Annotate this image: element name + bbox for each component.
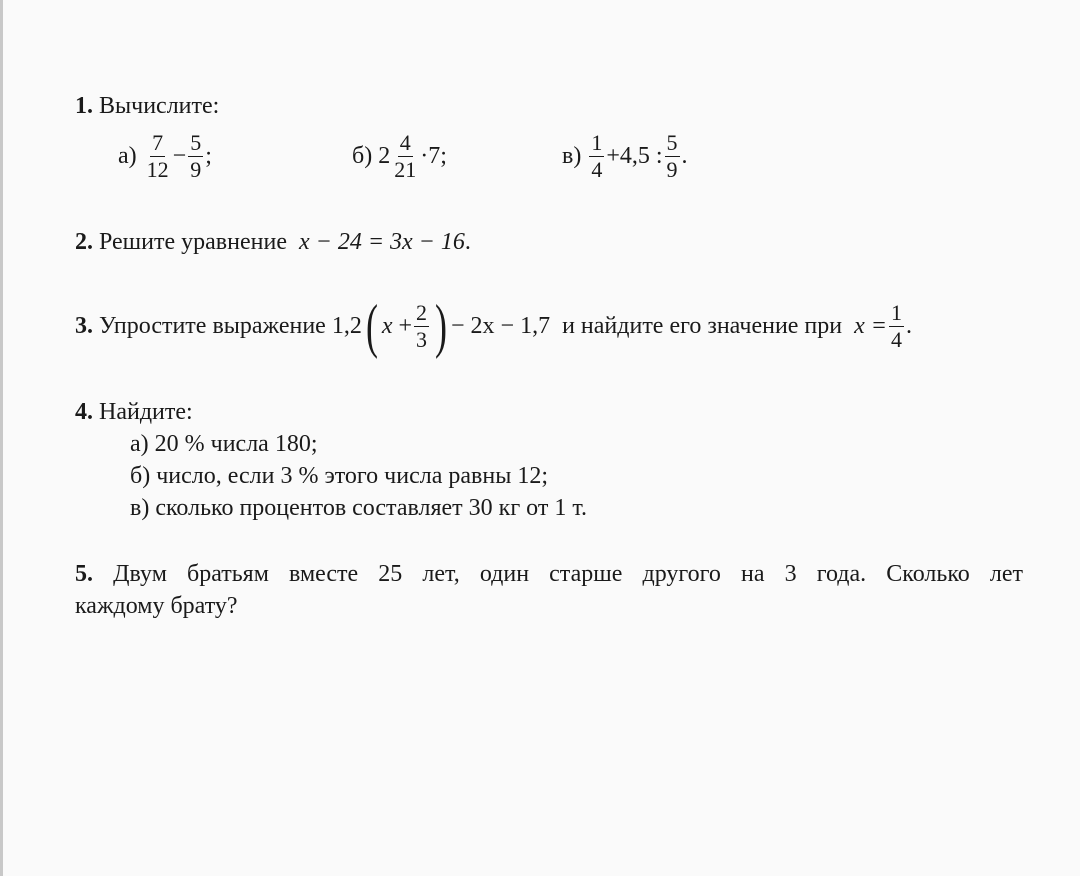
task3-text: Упростите выражение bbox=[99, 313, 326, 339]
task4-number: 4. bbox=[75, 399, 93, 425]
task5-number: 5. bbox=[75, 561, 93, 587]
fraction-1-4: $\frac{1}{4}$ bbox=[890, 299, 902, 352]
task4-heading bbox=[75, 398, 193, 426]
task3: 3. Упростите выражение 1,2 ( x + $\frac{2}{3}$ ) − 2x − 1,7 и найдите его значение при x = $\frac{1}{4}$ . bbox=[75, 293, 912, 359]
left-paren: ( bbox=[365, 293, 378, 359]
task1-item-a: а) $\frac{7}{12}$ − $\frac{5}{9}$ ; bbox=[118, 129, 212, 182]
fraction-2-3: $\frac{2}{3}$ bbox=[416, 299, 428, 352]
fraction-4-21: $\frac{4}{21}$ bbox=[394, 129, 417, 182]
task4-title: Найдите: bbox=[99, 399, 193, 425]
task1-c-label: в) bbox=[562, 143, 582, 169]
right-paren: ) bbox=[435, 293, 448, 359]
task4-item-c: в) сколько процентов составляет 30 кг от 1 т. bbox=[130, 495, 588, 521]
fraction-1-4: $\frac{1}{4}$ bbox=[591, 129, 603, 182]
task2-number: 2. bbox=[75, 229, 93, 255]
task3-number: 3. bbox=[75, 313, 93, 339]
task4-item-b: б) число, если 3 % этого числа равны 12; bbox=[130, 463, 548, 489]
fraction-5-9: $\frac{5}{9}$ bbox=[190, 129, 202, 182]
task5-text: Двум братьям вместе 25 лет, один старше другого на 3 года. Сколько лет bbox=[113, 561, 1023, 587]
task5-line1 bbox=[75, 560, 1023, 588]
task2: 2. Решите уравнение x − 24 = 3x − 16. bbox=[75, 229, 471, 255]
task4-item-a: а) 20 % числа 180; bbox=[130, 431, 318, 457]
task2-text: Решите уравнение bbox=[99, 229, 287, 255]
fraction-7-12: $\frac{7}{12}$ bbox=[146, 129, 169, 182]
task2-equation: x − 24 = 3x − 16 bbox=[298, 229, 465, 255]
task1-title: Вычислите: bbox=[99, 93, 220, 119]
minus-sign: − bbox=[172, 143, 187, 169]
task3-text2: и найдите его значение при bbox=[562, 313, 843, 339]
task1-a-label: а) bbox=[118, 143, 137, 169]
task1-number: 1. bbox=[75, 93, 93, 119]
task5-line2: каждому брату? bbox=[75, 593, 238, 619]
task1-heading bbox=[75, 92, 219, 120]
task1-item-c: в) $\frac{1}{4}$ +4,5 : $\frac{5}{9}$ . bbox=[562, 129, 688, 182]
task1-b-label: б) bbox=[352, 143, 373, 169]
fraction-5-9: $\frac{5}{9}$ bbox=[666, 129, 678, 182]
task1-item-b: б) 2 $\frac{4}{21}$ ·7; bbox=[352, 129, 447, 182]
